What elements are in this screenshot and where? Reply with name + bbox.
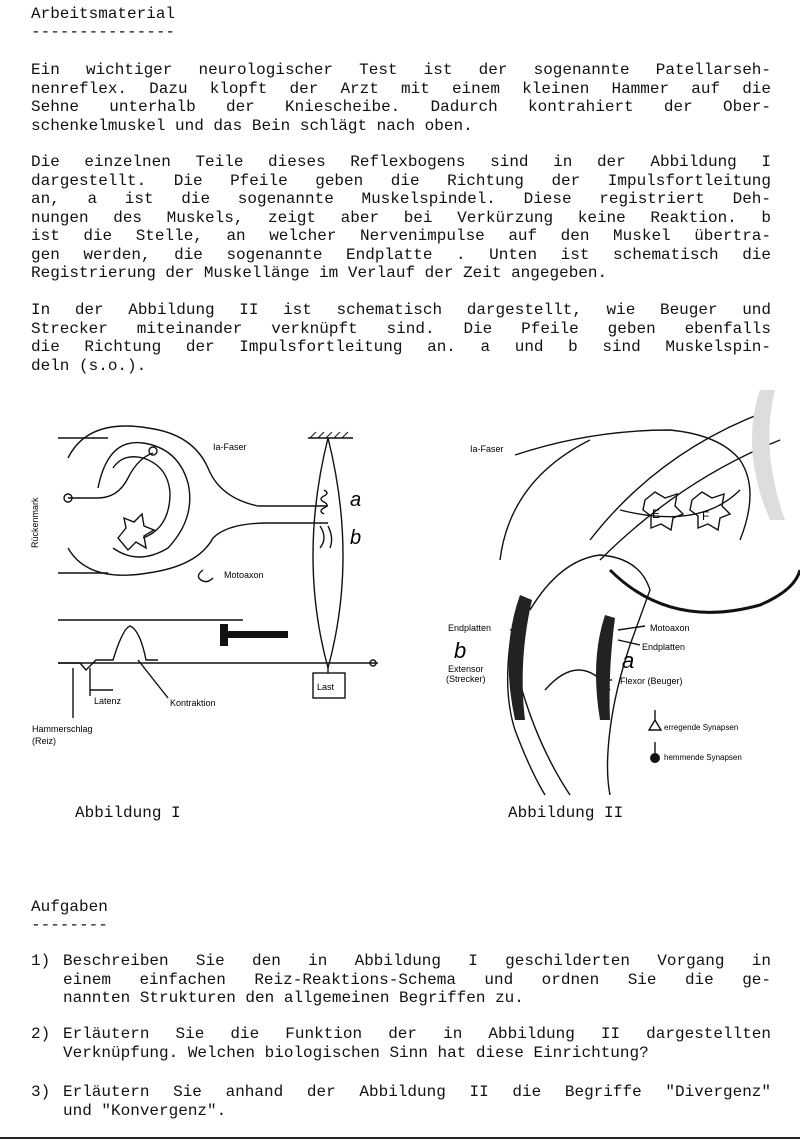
spindle-a-label: a — [350, 489, 362, 511]
tasks-heading: Aufgaben — [31, 898, 108, 916]
title-underline: --------------- — [31, 23, 176, 41]
text-line: Ein wichtiger neurologischer Test ist der sogenannte Patellarseh- — [31, 61, 771, 79]
ia-fibre-label: Ia-Faser — [213, 442, 247, 452]
figure2-caption: Abbildung II — [508, 804, 624, 822]
inhibitory-synapses-label: hemmende Synapsen — [664, 753, 742, 762]
text-line: die Richtung der Impulsfortleitung an. a und b sind Muskelspin- — [31, 338, 771, 356]
text-line: dargestellt. Die Pfeile geben die Richtung der Impulsfortleitung — [31, 171, 771, 190]
load-label: Last — [317, 682, 335, 692]
spindle-a-label: a — [622, 648, 635, 673]
endplates-right-label: Endplatten — [642, 642, 686, 652]
text-line: Erläutern Sie anhand der Abbildung II die Begriffe "Divergenz" — [63, 1083, 771, 1101]
motoaxon-label: Motoaxon — [224, 570, 264, 580]
flexor-label: Flexor (Beuger) — [620, 676, 683, 686]
task-number: 3) — [31, 1083, 51, 1101]
text-line: schenkelmuskel und das Bein schlägt nach oben. — [31, 116, 473, 135]
hammer-strike-label: Hammerschlag — [32, 724, 93, 734]
paragraph-intro — [31, 61, 771, 135]
endplates-left-label: Endplatten — [448, 623, 492, 633]
paragraph-flexor-extensor — [31, 301, 771, 375]
ia-fibre-label: Ia-Faser — [470, 444, 504, 454]
spindle-b-label: b — [454, 638, 467, 663]
text-line: ist die Stelle, an welcher Nervenimpulse auf den Muskel übertra- — [31, 227, 771, 245]
text-line: Strecker miteinander verknüpft sind. Die Pfeile geben ebenfalls — [31, 319, 771, 338]
page-bottom-rule — [0, 1137, 800, 1139]
text-line: deln (s.o.). — [31, 356, 147, 375]
text-line: nenreflex. Dazu klopft der Arzt mit einem kleinen Hammer auf die — [31, 79, 771, 98]
contraction-label: Kontraktion — [170, 698, 216, 708]
figure-reflex-arc — [28, 398, 388, 798]
spinal-cord-label: Rückenmark — [30, 497, 40, 548]
extensor-label: Extensor — [448, 664, 484, 674]
figure-flexor-extensor — [440, 390, 800, 800]
text-line: nungen des Muskels, zeigt aber bei Verkürzung keine Reaktion. b — [31, 208, 771, 227]
text-line: gen werden, die sogenannte Endplatte . Unten ist schematisch die — [31, 245, 771, 264]
text-line: Erläutern Sie die Funktion der in Abbildung II dargestellten — [63, 1025, 771, 1043]
text-line: Die einzelnen Teile dieses Reflexbogens sind in der Abbildung I — [31, 153, 771, 171]
stimulus-label: (Reiz) — [32, 736, 56, 746]
strecker-label: (Strecker) — [446, 674, 486, 684]
latency-label: Latenz — [94, 696, 122, 706]
text-line: Beschreiben Sie den in Abbildung I geschilderten Vorgang in — [63, 952, 771, 970]
text-line: und "Konvergenz". — [63, 1101, 227, 1120]
tasks-underline: -------- — [31, 916, 108, 934]
text-line: Verknüpfung. Welchen biologischen Sinn hat diese Einrichtung? — [63, 1043, 649, 1062]
figure1-caption: Abbildung I — [75, 804, 181, 822]
text-line: Sehne unterhalb der Kniescheibe. Dadurch kontrahiert der Ober- — [31, 98, 771, 116]
task-number: 1) — [31, 952, 51, 970]
text-line: an, a ist die sogenannte Muskelspindel. Diese registriert Deh- — [31, 190, 771, 208]
task-number: 2) — [31, 1025, 51, 1043]
page-title: Arbeitsmaterial — [31, 5, 176, 23]
excitatory-synapses-label: erregende Synapsen — [664, 723, 739, 732]
text-line: In der Abbildung II ist schematisch dargestellt, wie Beuger und — [31, 301, 771, 319]
neuron-e-label: E — [652, 507, 661, 521]
text-line: Registrierung der Muskellänge im Verlauf der Zeit angegeben. — [31, 264, 608, 282]
paragraph-reflex-parts — [31, 153, 771, 283]
text-line: nannten Strukturen den allgemeinen Begriffen zu. — [63, 989, 524, 1007]
motoaxon-label: Motoaxon — [650, 623, 690, 633]
neuron-f-label: F — [702, 509, 710, 523]
text-line: einem einfachen Reiz-Reaktions-Schema und ordnen Sie die ge- — [63, 970, 771, 989]
endplate-b-label: b — [350, 527, 362, 549]
